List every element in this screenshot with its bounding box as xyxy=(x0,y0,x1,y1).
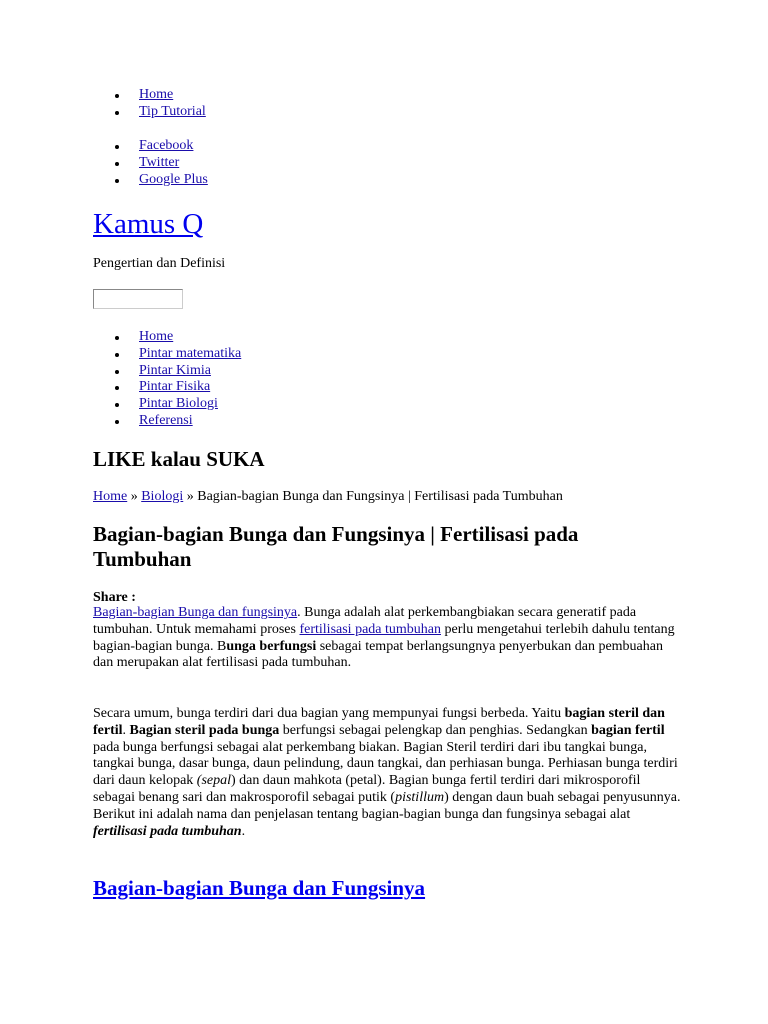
main-nav-item-home xyxy=(93,329,241,346)
site-tagline: Pengertian dan Definisi xyxy=(93,256,226,271)
top-nav-item-tip-tutorial xyxy=(93,104,206,121)
breadcrumb-home-link[interactable]: Home xyxy=(93,489,128,504)
paragraph-text: Secara umum, bunga terdiri dari dua bagian yang mempunyai fungsi berbeda. Yaitu xyxy=(93,706,565,721)
paragraph-text: . xyxy=(241,823,246,839)
breadcrumb-current: Bagian-bagian Bunga dan Fungsinya | Fertilisasi pada Tumbuhan xyxy=(197,489,563,504)
paragraph-text: ) dan daun mahkota (petal). Bagian bunga fertil terdiri dari mikrosporofil sebagai benang sari dan makrosporofil sebagai putik ( xyxy=(93,773,641,805)
bagian-bunga-link[interactable]: Bagian-bagian Bunga dan fungsinya xyxy=(93,605,298,620)
breadcrumb-separator: » xyxy=(183,489,198,504)
top-nav-item-home xyxy=(93,87,206,104)
social-nav-item-google-plus xyxy=(93,172,208,189)
main-nav-link-referensi[interactable]: Referensi xyxy=(139,412,193,428)
bold-text: bagian fertil xyxy=(591,722,665,738)
site-title-link[interactable]: Kamus Q xyxy=(93,208,204,240)
like-heading: LIKE kalau SUKA xyxy=(93,447,265,471)
social-nav-item-facebook xyxy=(93,138,208,155)
paragraph-text: . Bunga adalah alat perkembangbiakan secara generatif pada tumbuhan. Untuk memahami proses xyxy=(93,605,637,637)
body-paragraph xyxy=(93,706,683,840)
paragraph-text: . xyxy=(122,722,130,738)
search-input[interactable] xyxy=(93,289,183,309)
bold-text: Bagian steril pada bunga xyxy=(129,722,280,738)
section-heading-link[interactable]: Bagian-bagian Bunga dan Fungsinya xyxy=(93,876,426,900)
main-nav-item-referensi xyxy=(93,413,241,430)
intro-paragraph xyxy=(93,605,683,672)
google-plus-link[interactable]: Google Plus xyxy=(139,171,208,187)
bold-italic-text: fertilisasi pada tumbuhan xyxy=(93,823,242,839)
main-nav-item-fisika xyxy=(93,379,241,396)
facebook-link[interactable]: Facebook xyxy=(139,138,194,153)
main-nav-link-biologi[interactable]: Pintar Biologi xyxy=(139,396,218,412)
main-nav-item-matematika xyxy=(93,346,241,363)
italic-text: (sepal xyxy=(196,773,232,789)
breadcrumb-separator: » xyxy=(127,489,142,504)
paragraph-text: berfungsi sebagai pelengkap dan penghias. Sedangkan xyxy=(279,722,592,738)
fertilisasi-link[interactable]: fertilisasi pada tumbuhan xyxy=(299,621,441,637)
top-nav-link-tip-tutorial[interactable]: Tip Tutorial xyxy=(139,103,206,119)
paragraph-text: ) dengan daun buah sebagai penyusunnya. Berikut ini adalah nama dan penjelasan tentang bagian-bagian bunga dan fungsinya sebagai alat xyxy=(93,789,681,822)
breadcrumb-category-link[interactable]: Biologi xyxy=(141,489,184,504)
bold-text: bagian steril dan fertil xyxy=(93,706,665,738)
main-nav-link-matematika[interactable]: Pintar matematika xyxy=(139,345,242,361)
main-nav-link-fisika[interactable]: Pintar Fisika xyxy=(139,379,211,395)
post-title: Bagian-bagian Bunga dan Fungsinya | Fertilisasi pada Tumbuhan xyxy=(93,522,579,571)
main-nav xyxy=(93,329,241,430)
main-nav-link-kimia[interactable]: Pintar Kimia xyxy=(139,362,211,378)
main-nav-item-kimia xyxy=(93,363,241,380)
top-nav xyxy=(93,87,206,121)
main-nav-link-home[interactable]: Home xyxy=(139,329,174,344)
paragraph-text: pada bunga berfungsi sebagai alat perkembang biakan. Bagian Steril terdiri dari ibu tangkai bunga, tangkai bunga, dasar bunga, daun pelindung, daun tangkai, dan perhiasan bunga. Perhiasan bunga terdiri dari daun kelopak xyxy=(93,739,678,789)
twitter-link[interactable]: Twitter xyxy=(139,154,180,170)
italic-text: pistillum xyxy=(395,789,445,805)
social-nav xyxy=(93,138,208,188)
social-nav-item-twitter xyxy=(93,155,208,172)
bold-text: unga berfungsi xyxy=(226,638,317,654)
top-nav-link-home[interactable]: Home xyxy=(139,87,174,102)
section-heading xyxy=(93,875,425,901)
site-title xyxy=(93,206,203,242)
share-label: Share : xyxy=(93,590,136,605)
breadcrumb xyxy=(93,488,563,506)
main-nav-item-biologi xyxy=(93,396,241,413)
paragraph-text: sebagai tempat berlangsungnya penyerbukan dan pembuahan dan merupakan alat fertilisasi pada tumbuhan. xyxy=(93,638,663,671)
paragraph-text: perlu mengetahui terlebih dahulu tentang bagian-bagian bunga. B xyxy=(93,621,675,654)
